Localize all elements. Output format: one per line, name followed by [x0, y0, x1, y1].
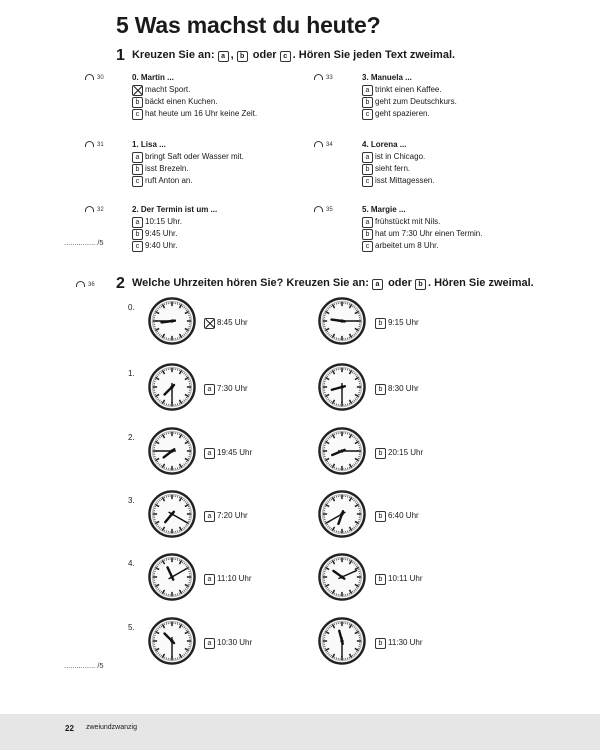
time-option-a[interactable] [204, 574, 252, 585]
checkbox-b[interactable]: b [375, 574, 386, 585]
checkbox-a[interactable]: a [204, 574, 215, 585]
audio-track-number: 33 [326, 75, 333, 81]
headphones-icon [85, 141, 94, 147]
clock-b [318, 297, 366, 345]
task1-instruction-post: . Hören Sie jeden Text zweimal. [292, 49, 456, 61]
headphones-icon [314, 74, 323, 80]
audio-track-number: 31 [97, 142, 104, 148]
task1-heading [116, 47, 455, 65]
clock-center [170, 575, 173, 578]
time-option-a[interactable] [204, 638, 252, 649]
option-text: hat heute um 16 Uhr keine Zeit. [145, 108, 258, 118]
clock-face [148, 297, 196, 345]
checkbox-a[interactable] [204, 318, 215, 329]
checkbox-c[interactable]: c [132, 176, 143, 187]
answer-option[interactable] [362, 228, 482, 240]
time-text: 8:30 Uhr [388, 384, 419, 393]
answer-option[interactable] [362, 163, 435, 175]
headphones-icon [314, 141, 323, 147]
option-text: ruft Anton an. [145, 175, 193, 185]
clock-row-label: 2. [128, 433, 135, 442]
checkbox-a[interactable]: a [362, 217, 373, 228]
clock-row-label: 4. [128, 559, 135, 568]
time-option-a[interactable] [204, 448, 252, 459]
task2-instruction-post: . Hören Sie zweimal. [427, 277, 534, 289]
answer-option[interactable] [362, 108, 457, 120]
checkbox-c[interactable]: c [362, 241, 373, 252]
question-block [132, 204, 217, 252]
time-text: 9:15 Uhr [388, 318, 419, 327]
answer-option[interactable] [362, 240, 482, 252]
question-title: 0. Martin ... [132, 73, 174, 82]
checkbox-a[interactable]: a [362, 152, 373, 163]
clock-face [148, 553, 196, 601]
checkbox-a[interactable]: a [204, 638, 215, 649]
time-text: 11:30 Uhr [388, 638, 423, 647]
task2-audio-number: 36 [88, 282, 95, 288]
question-audio [85, 206, 104, 213]
answer-option[interactable] [132, 96, 257, 108]
page-number: 22 [65, 724, 74, 733]
time-option-b[interactable] [375, 574, 423, 585]
answer-option[interactable] [362, 175, 435, 187]
answer-option[interactable] [132, 175, 244, 187]
checkbox-a[interactable]: a [362, 85, 373, 96]
checkbox-a[interactable]: a [204, 511, 215, 522]
option-c-box: c [280, 51, 291, 62]
clock-row-label: 5. [128, 623, 135, 632]
answer-option[interactable] [132, 163, 244, 175]
answer-option[interactable] [362, 84, 457, 96]
clock-face [148, 617, 196, 665]
clock-a [148, 617, 196, 665]
time-text: 7:30 Uhr [217, 384, 248, 393]
time-option-a[interactable] [204, 384, 248, 395]
task2-instruction-pre: Welche Uhrzeiten hören Sie? Kreuzen Sie an: [131, 277, 369, 289]
clock-center [340, 512, 343, 515]
checkbox-b[interactable]: b [375, 511, 386, 522]
clock-face [148, 427, 196, 475]
option-text: sieht fern. [375, 163, 411, 173]
task1-sep2: oder [252, 49, 277, 61]
audio-track-number: 35 [326, 207, 333, 213]
clock-row-label: 1. [128, 369, 135, 378]
question-title: 2. Der Termin ist um ... [132, 205, 218, 214]
checkbox-a[interactable]: a [132, 217, 143, 228]
option-text: frühstückt mit Nils. [375, 216, 441, 226]
option-text: bäckt einen Kuchen. [145, 96, 218, 106]
checkbox-b[interactable]: b [132, 164, 143, 175]
option-text: geht zum Deutschkurs. [375, 96, 457, 106]
time-text: 19:45 Uhr [217, 448, 253, 457]
checkbox-a[interactable]: a [204, 448, 215, 459]
clock-center [340, 575, 343, 578]
question-title: 4. Lorena ... [362, 140, 407, 149]
option-text: 10:15 Uhr. [145, 216, 182, 226]
option-text: isst Mittagessen. [375, 175, 435, 185]
clock-a [148, 427, 196, 475]
time-option-b[interactable] [375, 318, 419, 329]
checkbox-c[interactable]: c [132, 109, 143, 120]
answer-option[interactable] [132, 151, 244, 163]
question-audio [85, 141, 104, 148]
clock-a [148, 490, 196, 538]
answer-option[interactable] [132, 216, 217, 228]
audio-track-number: 34 [326, 142, 333, 148]
checkbox-b[interactable]: b [132, 229, 143, 240]
task1-score: ............... /5 [64, 238, 104, 247]
clock-face [318, 490, 366, 538]
headphones-icon [85, 74, 94, 80]
page-title: 5 Was machst du heute? [116, 12, 381, 38]
question-audio [314, 141, 333, 148]
option-a-box: a [372, 279, 383, 290]
task2-audio [76, 281, 95, 288]
question-title: 3. Manuela ... [362, 73, 412, 82]
time-option-b[interactable] [375, 638, 423, 649]
clock-face [318, 363, 366, 411]
audio-track-number: 32 [97, 207, 104, 213]
time-text: 10:11 Uhr [388, 574, 423, 583]
question-block [362, 204, 482, 252]
clock-b [318, 553, 366, 601]
option-b-box: b [237, 51, 248, 62]
time-text: 20:15 Uhr [388, 448, 424, 457]
time-option-a[interactable] [204, 511, 248, 522]
time-text: 8:45 Uhr [217, 318, 248, 327]
time-text: 6:40 Uhr [388, 511, 419, 520]
clock-b [318, 363, 366, 411]
clock-center [170, 385, 173, 388]
option-text: macht Sport. [145, 84, 191, 94]
checkbox-b[interactable]: b [132, 97, 143, 108]
time-text: 11:10 Uhr [217, 574, 252, 583]
clock-center [170, 319, 173, 322]
checkbox-c[interactable]: c [362, 176, 373, 187]
option-text: 9:40 Uhr. [145, 240, 178, 250]
answer-option[interactable] [362, 151, 435, 163]
task2-sep: oder [388, 277, 412, 289]
clock-face [148, 363, 196, 411]
clock-face [148, 490, 196, 538]
clock-row-label: 0. [128, 303, 135, 312]
page-word: zweiundzwanzig [86, 724, 137, 731]
clock-face [318, 297, 366, 345]
option-text: bringt Saft oder Wasser mit. [145, 151, 244, 161]
task2-number: 2 [116, 275, 125, 292]
checkbox-b[interactable]: b [362, 229, 373, 240]
question-block [362, 139, 435, 187]
task1-sep1: , [230, 49, 234, 61]
answer-option[interactable] [132, 84, 257, 96]
clock-face [318, 427, 366, 475]
checkbox-a[interactable]: a [204, 384, 215, 395]
checkbox-b[interactable]: b [362, 97, 373, 108]
checkbox-b[interactable]: b [375, 318, 386, 329]
clock-face [318, 617, 366, 665]
checkbox-a[interactable] [132, 85, 143, 96]
answer-option[interactable] [132, 228, 217, 240]
clock-center [340, 319, 343, 322]
headphones-icon [76, 281, 85, 287]
option-b-box: b [415, 279, 426, 290]
task1-number: 1 [116, 47, 125, 64]
headphones-icon [314, 206, 323, 212]
task1-instruction-pre: Kreuzen Sie an: [131, 49, 215, 61]
option-a-box: a [218, 51, 229, 62]
clock-a [148, 553, 196, 601]
clock-b [318, 490, 366, 538]
question-audio [314, 206, 333, 213]
clock-center [170, 639, 173, 642]
option-text: ist in Chicago. [375, 151, 426, 161]
checkbox-b[interactable]: b [375, 384, 386, 395]
audio-track-number: 30 [97, 75, 104, 81]
option-text: arbeitet um 8 Uhr. [375, 240, 439, 250]
time-option-b[interactable] [375, 448, 423, 459]
clock-center [340, 385, 343, 388]
time-text: 7:20 Uhr [217, 511, 248, 520]
question-title: 1. Lisa ... [132, 140, 166, 149]
page-footer [0, 714, 600, 750]
answer-option[interactable] [362, 96, 457, 108]
checkbox-b[interactable]: b [375, 638, 386, 649]
time-option-a[interactable] [204, 318, 248, 329]
answer-option[interactable] [362, 216, 482, 228]
checkbox-b[interactable]: b [362, 164, 373, 175]
checkbox-c[interactable]: c [132, 241, 143, 252]
headphones-icon [85, 206, 94, 212]
option-text: 9:45 Uhr. [145, 228, 178, 238]
clock-row-label: 3. [128, 496, 135, 505]
option-text: isst Brezeln. [145, 163, 189, 173]
answer-option[interactable] [132, 108, 257, 120]
clock-center [340, 449, 343, 452]
answer-option[interactable] [132, 240, 217, 252]
time-option-b[interactable] [375, 511, 419, 522]
clock-b [318, 427, 366, 475]
question-block [132, 72, 257, 120]
task2-heading [116, 275, 534, 293]
clock-b [318, 617, 366, 665]
option-text: geht spazieren. [375, 108, 430, 118]
clock-center [170, 512, 173, 515]
option-text: hat um 7:30 Uhr einen Termin. [375, 228, 483, 238]
checkbox-c[interactable]: c [362, 109, 373, 120]
time-option-b[interactable] [375, 384, 419, 395]
clock-center [170, 449, 173, 452]
question-block [132, 139, 244, 187]
clock-face [318, 553, 366, 601]
question-title: 5. Margie ... [362, 205, 406, 214]
checkbox-a[interactable]: a [132, 152, 143, 163]
checkbox-b[interactable]: b [375, 448, 386, 459]
clock-a [148, 363, 196, 411]
task2-score: ............... /5 [64, 661, 104, 670]
time-text: 10:30 Uhr [217, 638, 253, 647]
question-audio [314, 74, 333, 81]
option-text: trinkt einen Kaffee. [375, 84, 442, 94]
question-audio [85, 74, 104, 81]
question-block [362, 72, 457, 120]
clock-a [148, 297, 196, 345]
clock-center [340, 639, 343, 642]
